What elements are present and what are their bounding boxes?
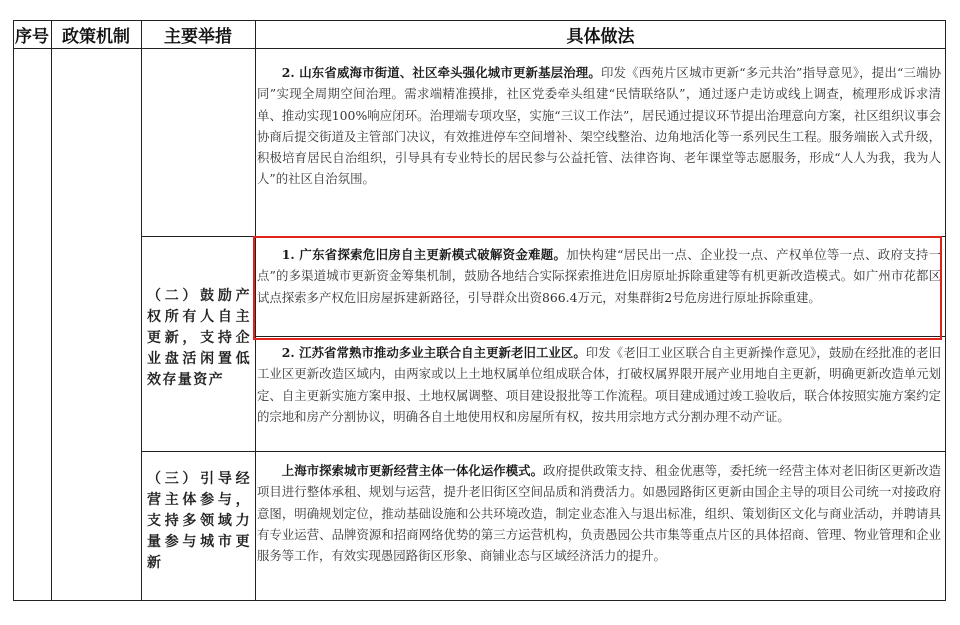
practice-body: 印发《老旧工业区联合自主更新操作意见》，鼓励在经批准的老旧工业区更新改造区域内，由两家或以上土地权属单位组成联合体，打破权属界限开展产业用地自主更新，明确更新改造单元划定、自主更新实施方案申报、土地权属调整、项目建设报批等工作流程。项目建成通过竣工验收后，联合体按照实施方案约定的宗地和房产分割协议，明确各自土地使用权和房屋所有权，按共用宗地方式分割办理不动产证。 [257,345,941,424]
measure-cell: （三）引导经营主体参与，支持多领域力量参与城市更新 [147,471,251,571]
practice-cell [257,342,941,427]
header-divider [13,48,946,49]
column-divider [141,20,142,601]
header-practice: 具体做法 [566,26,635,47]
measure-cell: （二）鼓励产权所有人自主更新，支持企业盘活闲置低效存量资产 [147,288,251,388]
header-index: 序号 [15,26,49,47]
practice-title: 2. 山东省威海市街道、社区牵头强化城市更新基层治理。 [281,65,601,80]
header-measure: 主要举措 [164,26,232,47]
header-mechanism: 政策机制 [62,26,130,47]
practice-title: 上海市探索城市更新经营主体一体化运作模式。 [281,463,544,478]
practice-title: 2. 江苏省常熟市推动多业主联合自主更新老旧工业区。 [281,345,586,360]
practice-body: 政府提供政策支持、租金优惠等，委托统一经营主体对老旧街区更新改造项目进行整体承租、规划与运营，提升老旧街区空间品质和消费活力。如愚园路街区更新由国企主导的项目公司统一对接政府意图，明确规划定位，推动基础设施和公共环境改造，制定业态准入与退出标准，组织、策划街区文化与商业活动，并聘请具有专业运营、品牌资源和招商网络优势的第三方运营机构，负责愚园公共市集等重点片区的具体招商、管理、物业管理和企业服务等工作，有效实现愚园路街区形象、商铺业态与区域经济活力的提升。 [257,463,942,564]
column-divider [51,20,52,601]
practice-title: 1. 广东省探索危旧房自主更新模式破解资金难题。 [281,247,567,262]
row-divider [141,451,946,452]
practice-cell [257,62,941,190]
practice-body: 印发《西苑片区城市更新“多元共治”指导意见》，提出“三端协同”实现全周期空间治理。需求端精准摸排，社区党委牵头组建“民情联络队”，通过逐户走访或线上调查，梳理形成诉求清单、推动实现100%响应闭环。治理端专项攻坚，实施“三议工作法”，居民通过提议环节提出治理意向方案，社区组织议事会协商后提交街道及主管部门决议，有效推进停车空间增补、架空线整治、边角地活化等一系列民生工程。服务端嵌入式升级，积极培育居民自治组织，引导具有专业特长的居民参与公益托管、法律咨询、老年课堂等志愿服务，形成“人人为我，我为人人”的社区自治氛围。 [257,65,941,187]
practice-body: 加快构建“居民出一点、企业投一点、产权单位等一点、政府支持一点”的多渠道城市更新资金筹集机制，鼓励各地结合实际探索推进危旧房原址拆除重建等有机更新改造模式。如广州市花都区试点探索多产权危旧房屋拆建新路径，引导群众出资866.4万元，对集群街2号危房进行原址拆除重建。 [257,247,941,305]
highlight-box [253,236,942,340]
practice-cell [257,460,941,566]
